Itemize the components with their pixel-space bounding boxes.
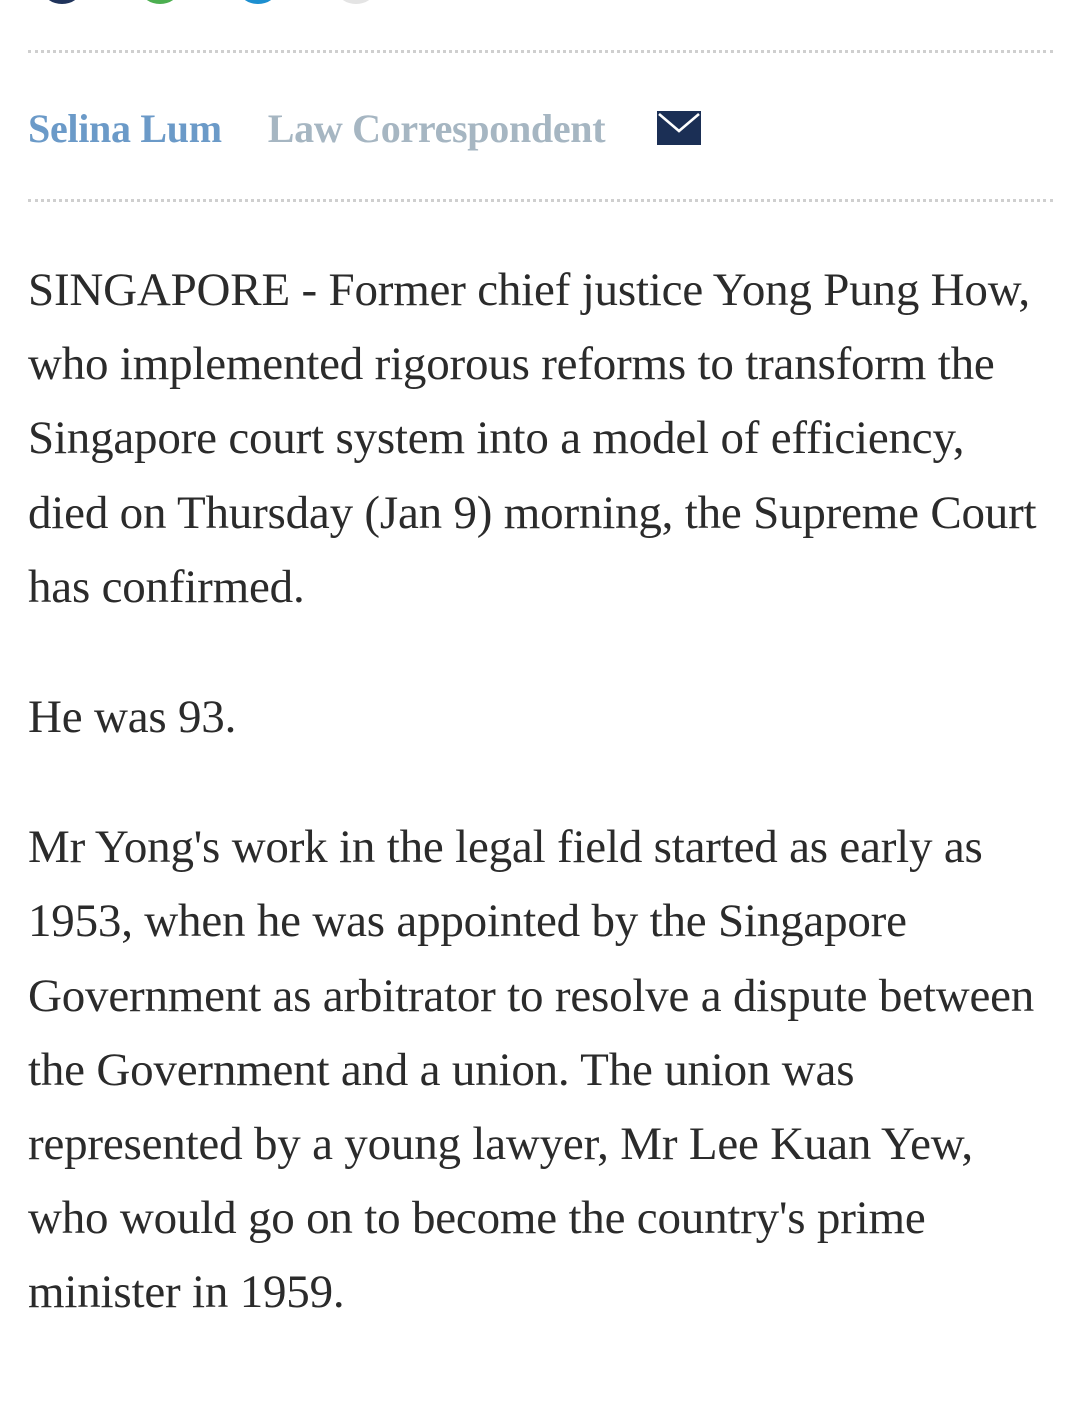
- byline-divider-top: [28, 50, 1053, 53]
- envelope-icon[interactable]: [657, 111, 701, 145]
- whatsapp-share-button[interactable]: [142, 0, 178, 4]
- byline-divider-bottom: [28, 199, 1053, 202]
- facebook-share-button[interactable]: [44, 0, 80, 4]
- article-paragraph: He was 93.: [28, 691, 237, 744]
- article-body: [28, 253, 1053, 1386]
- byline: [28, 101, 701, 155]
- article-paragraph: Mr Yong's work in the legal field started as early as 1953, when he was appointed by the Singapore Government as arbitrator to resolve a dispute between the Government and a union. The union was represented by a young lawyer, Mr Lee Kuan Yew, who would go on to become the country's prime minister in 1959.: [28, 821, 1035, 1319]
- article-paragraph: SINGAPORE - Former chief justice Yong Pung How, who implemented rigorous reforms to transform the Singapore court system into a model of efficiency, died on Thursday (Jan 9) morning, the Supreme Court has confirmed.: [28, 264, 1037, 613]
- more-share-button[interactable]: [338, 0, 374, 4]
- twitter-share-button[interactable]: [240, 0, 276, 4]
- author-role: Law Correspondent: [267, 105, 606, 151]
- author-name-link[interactable]: Selina Lum: [28, 105, 222, 151]
- share-buttons-row: [44, 0, 374, 4]
